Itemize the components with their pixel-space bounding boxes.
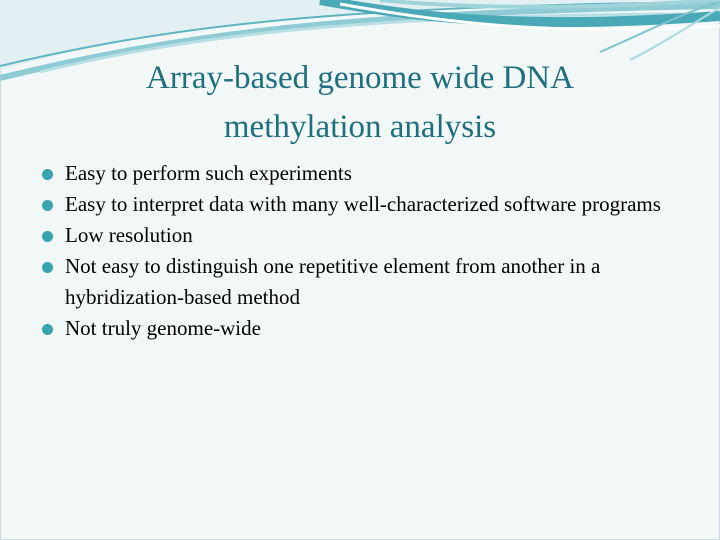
bullet-text: Low resolution	[65, 223, 193, 247]
slide-title-line-2: methylation analysis	[223, 109, 497, 145]
bullet-dot-icon	[42, 169, 53, 180]
bullet-text: Easy to perform such experiments	[65, 161, 352, 185]
bullet-item	[40, 251, 680, 313]
slide-title-line-1: Array-based genome wide DNA	[146, 60, 574, 96]
bullet-item	[40, 189, 680, 220]
bullet-dot-icon	[42, 324, 53, 335]
bullet-dot-icon	[42, 231, 53, 242]
bullet-list	[40, 158, 680, 344]
bullet-text: Easy to interpret data with many well-characterized software programs	[65, 192, 661, 216]
bullet-dot-icon	[42, 262, 53, 273]
bullet-text: Not truly genome-wide	[65, 316, 261, 340]
slide-title	[60, 54, 660, 152]
bullet-item	[40, 313, 680, 344]
bullet-item	[40, 220, 680, 251]
bullet-text: Not easy to distinguish one repetitive element from another in a hybridization-based method	[65, 254, 601, 309]
bullet-dot-icon	[42, 200, 53, 211]
bullet-item	[40, 158, 680, 189]
